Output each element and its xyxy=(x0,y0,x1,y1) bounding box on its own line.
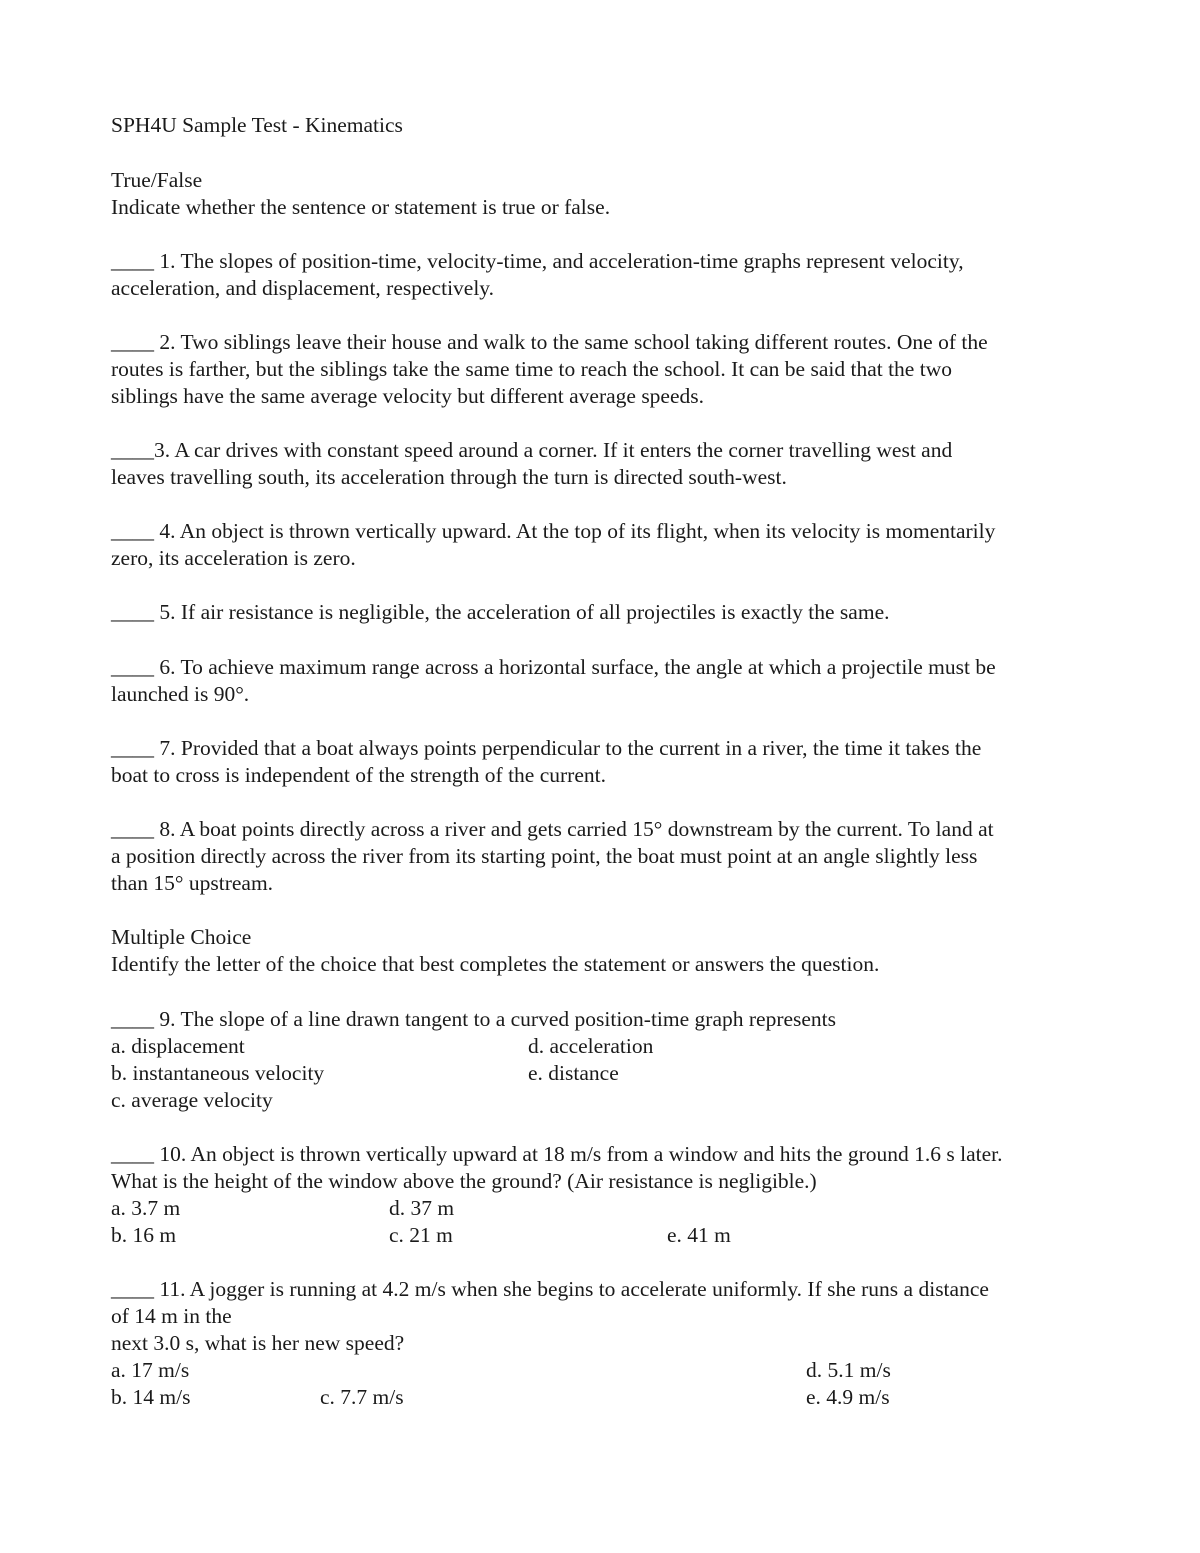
question-8-line-3: than 15° upstream. xyxy=(111,871,274,895)
question-2-line-3: siblings have the same average velocity but different average speeds. xyxy=(111,384,705,408)
question-11-stem-line-3: next 3.0 s, what is her new speed? xyxy=(111,1331,405,1355)
question-2-line-1: ____ 2. Two siblings leave their house and walk to the same school taking different routes. One of the xyxy=(111,330,988,354)
question-8-line-1: ____ 8. A boat points directly across a river and gets carried 15° downstream by the current. To land at xyxy=(111,817,994,841)
question-6-line-2: launched is 90°. xyxy=(111,682,250,706)
question-10-option-a: a. 3.7 m xyxy=(111,1196,181,1220)
question-9-option-a: a. displacement xyxy=(111,1034,245,1058)
question-4-line-1: ____ 4. An object is thrown vertically upward. At the top of its flight, when its velocity is momentarily xyxy=(111,519,996,543)
question-7-line-2: boat to cross is independent of the strength of the current. xyxy=(111,763,606,787)
question-9-option-b: b. instantaneous velocity xyxy=(111,1061,325,1085)
question-9-stem: ____ 9. The slope of a line drawn tangent to a curved position-time graph represents xyxy=(111,1007,837,1031)
multiple-choice-heading: Multiple Choice xyxy=(111,925,252,949)
question-10-option-d: d. 37 m xyxy=(389,1196,455,1220)
question-11-stem-line-2: of 14 m in the xyxy=(111,1304,232,1328)
question-3-line-1: ____3. A car drives with constant speed around a corner. If it enters the corner travelling west and xyxy=(111,438,953,462)
question-10-stem-line-2: What is the height of the window above the ground? (Air resistance is negligible.) xyxy=(111,1169,817,1193)
question-8-line-2: a position directly across the river from its starting point, the boat must point at an angle slightly less xyxy=(111,844,978,868)
question-11-option-e: e. 4.9 m/s xyxy=(806,1385,890,1409)
question-5-line-1: ____ 5. If air resistance is negligible, the acceleration of all projectiles is exactly the same. xyxy=(111,600,890,624)
question-1-line-2: acceleration, and displacement, respectively. xyxy=(111,276,495,300)
question-7-line-1: ____ 7. Provided that a boat always points perpendicular to the current in a river, the time it takes the xyxy=(111,736,982,760)
question-11-option-a: a. 17 m/s xyxy=(111,1358,190,1382)
question-10-option-b: b. 16 m xyxy=(111,1223,177,1247)
question-6-line-1: ____ 6. To achieve maximum range across a horizontal surface, the angle at which a projectile must be xyxy=(111,655,996,679)
question-4-line-2: zero, its acceleration is zero. xyxy=(111,546,356,570)
question-3-line-2: leaves travelling south, its acceleration through the turn is directed south-west. xyxy=(111,465,787,489)
true-false-heading: True/False xyxy=(111,168,203,192)
question-10-stem-line-1: ____ 10. An object is thrown vertically upward at 18 m/s from a window and hits the ground 1.6 s later. xyxy=(111,1142,1003,1166)
question-11-option-b: b. 14 m/s xyxy=(111,1385,191,1409)
question-11-option-c: c. 7.7 m/s xyxy=(320,1385,404,1409)
question-10-option-c: c. 21 m xyxy=(389,1223,453,1247)
multiple-choice-instructions: Identify the letter of the choice that best completes the statement or answers the question. xyxy=(111,952,880,976)
true-false-instructions: Indicate whether the sentence or statement is true or false. xyxy=(111,195,611,219)
question-11-stem-line-1: ____ 11. A jogger is running at 4.2 m/s when she begins to accelerate uniformly. If she runs a distance xyxy=(111,1277,989,1301)
question-9-option-c: c. average velocity xyxy=(111,1088,273,1112)
question-2-line-2: routes is farther, but the siblings take the same time to reach the school. It can be said that the two xyxy=(111,357,952,381)
question-11-option-d: d. 5.1 m/s xyxy=(806,1358,891,1382)
question-10-option-e: e. 41 m xyxy=(667,1223,731,1247)
question-1-line-1: ____ 1. The slopes of position-time, velocity-time, and acceleration-time graphs represent velocity, xyxy=(111,249,964,273)
question-9-option-e: e. distance xyxy=(528,1061,619,1085)
page-title: SPH4U Sample Test - Kinematics xyxy=(111,113,403,137)
question-9-option-d: d. acceleration xyxy=(528,1034,654,1058)
